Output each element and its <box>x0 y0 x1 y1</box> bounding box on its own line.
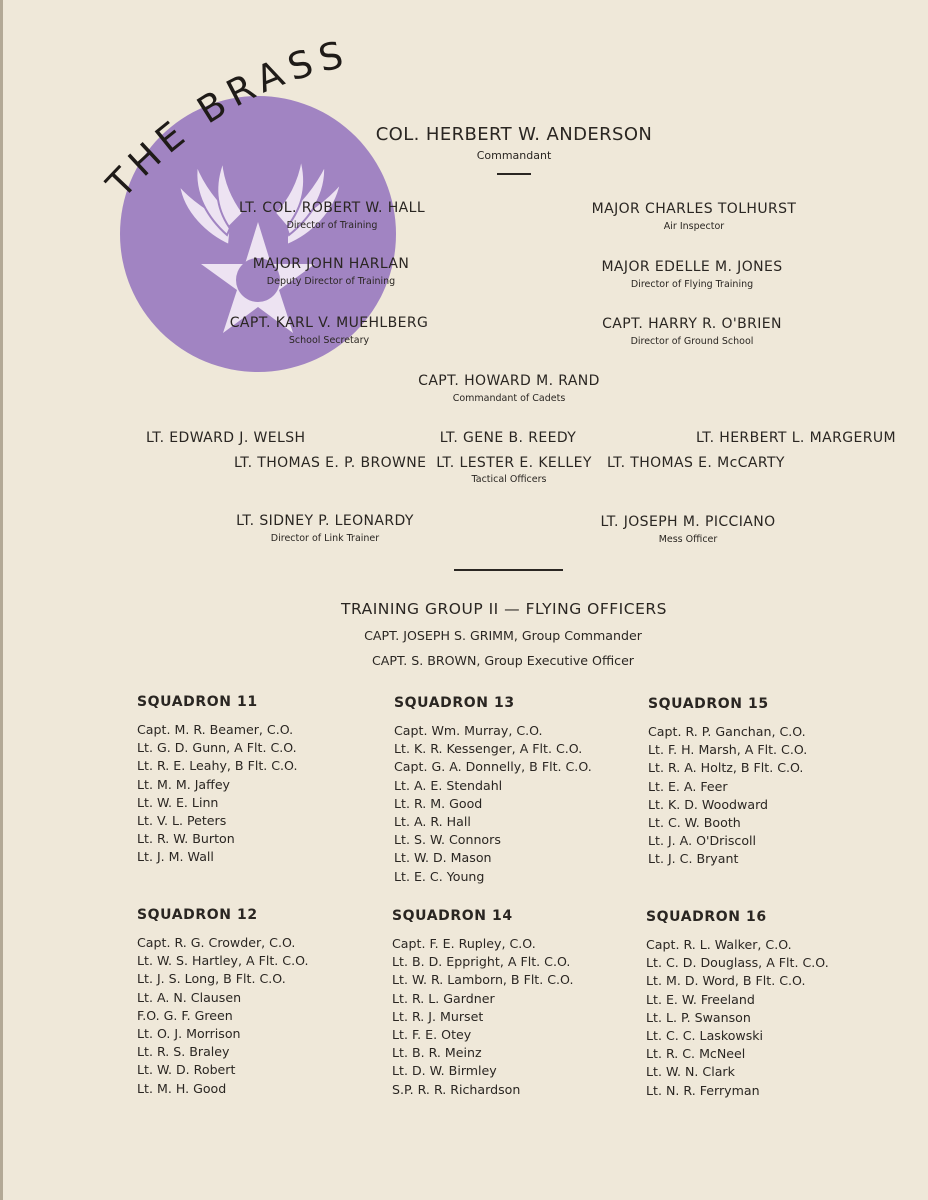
tactical-officers-title: Tactical Officers <box>471 474 547 485</box>
squadron-member: Lt. W. E. Linn <box>137 794 219 810</box>
squadron-member: Lt. W. S. Hartley, A Flt. C.O. <box>137 953 309 969</box>
squadron-member: Lt. R. A. Holtz, B Flt. C.O. <box>648 760 804 776</box>
squadron-block <box>137 694 297 867</box>
squadron-member: Capt. G. A. Donnelly, B Flt. C.O. <box>394 759 592 775</box>
squadron-block <box>392 908 573 1099</box>
squadron-member: Lt. C. C. Laskowski <box>646 1028 764 1044</box>
squadron-member: Lt. R. E. Leahy, B Flt. C.O. <box>137 758 298 774</box>
squadron-member: Lt. W. R. Lamborn, B Flt. C.O. <box>392 972 574 988</box>
staff-name: MAJOR EDELLE M. JONES <box>601 259 783 275</box>
squadron-member: Lt. E. A. Feer <box>648 778 728 794</box>
squadron-member: Lt. M. H. Good <box>137 1080 227 1096</box>
squadron-member: Lt. R. W. Burton <box>137 831 235 847</box>
page-title: THE BRASS <box>98 31 354 206</box>
squadron-roster <box>648 723 807 869</box>
squadron-member: Lt. W. D. Mason <box>394 850 492 866</box>
staff-block <box>230 315 428 346</box>
commandant-name: COL. HERBERT W. ANDERSON <box>375 124 653 145</box>
squadron-member: Lt. E. C. Young <box>394 868 485 884</box>
squadron-member: Lt. J. A. O'Driscoll <box>648 833 757 849</box>
staff-block <box>602 316 782 347</box>
link-trainer-block <box>236 513 414 544</box>
staff-title: School Secretary <box>288 335 370 346</box>
group-commander: CAPT. JOSEPH S. GRIMM, Group Commander <box>364 628 642 643</box>
cadets-commandant-name: CAPT. HOWARD M. RAND <box>418 373 600 389</box>
squadron-member: Lt. R. S. Braley <box>137 1044 230 1060</box>
mess-officer-name: LT. JOSEPH M. PICCIANO <box>600 514 776 530</box>
squadron-member: Lt. J. M. Wall <box>137 849 214 865</box>
group-executive: CAPT. S. BROWN, Group Executive Officer <box>372 653 634 668</box>
tactical-officer-name: LT. GENE B. REEDY <box>439 430 577 446</box>
staff-name: CAPT. KARL V. MUEHLBERG <box>229 315 429 331</box>
staff-block <box>601 259 782 290</box>
squadron-member: Lt. B. D. Eppright, A Flt. C.O. <box>392 954 571 970</box>
cadets-commandant-title: Commandant of Cadets <box>452 393 566 404</box>
tactical-officer-name: LT. EDWARD J. WELSH <box>146 430 306 446</box>
squadron-member: Lt. V. L. Peters <box>137 813 227 829</box>
squadron-member: Lt. C. D. Douglass, A Flt. C.O. <box>646 955 829 971</box>
squadron-member: Lt. R. L. Gardner <box>392 990 495 1006</box>
staff-block <box>253 256 409 287</box>
squadron-member: Lt. B. R. Meinz <box>392 1045 482 1061</box>
squadron-title: SQUADRON 11 <box>137 694 258 710</box>
squadron-roster <box>394 722 592 886</box>
staff-title: Air Inspector <box>663 221 725 232</box>
squadron-member: Lt. L. P. Swanson <box>646 1009 751 1025</box>
tactical-officer-name: LT. HERBERT L. MARGERUM <box>696 430 896 446</box>
link-trainer-name: LT. SIDNEY P. LEONARDY <box>236 513 414 529</box>
squadron-member: Lt. J. C. Bryant <box>648 851 739 867</box>
squadron-member: Lt. J. S. Long, B Flt. C.O. <box>137 971 286 987</box>
staff-name: CAPT. HARRY R. O'BRIEN <box>602 316 782 332</box>
commandant-block <box>376 124 653 162</box>
staff-block <box>239 200 425 231</box>
squadron-member: Lt. F. H. Marsh, A Flt. C.O. <box>648 742 808 758</box>
staff-title: Director of Ground School <box>630 336 754 347</box>
staff-name: LT. COL. ROBERT W. HALL <box>238 200 426 216</box>
squadron-title: SQUADRON 13 <box>394 695 515 711</box>
squadron-member: Capt. Wm. Murray, C.O. <box>394 723 543 738</box>
link-trainer-title: Director of Link Trainer <box>270 533 380 544</box>
squadron-member: Capt. M. R. Beamer, C.O. <box>137 722 294 737</box>
staff-title: Deputy Director of Training <box>266 276 396 287</box>
divider <box>454 569 563 571</box>
squadron-member: Capt. R. P. Ganchan, C.O. <box>648 724 806 739</box>
squadron-member: Lt. F. E. Otey <box>392 1027 472 1043</box>
cadets-block <box>418 373 600 404</box>
squadron-member: Lt. G. D. Gunn, A Flt. C.O. <box>137 740 297 756</box>
squadron-roster <box>392 935 573 1099</box>
svg-text:THE BRASS <box>98 32 354 207</box>
squadron-member: Lt. O. J. Morrison <box>137 1026 241 1042</box>
squadron-block <box>646 909 829 1100</box>
staff-name: MAJOR CHARLES TOLHURST <box>591 201 797 217</box>
squadron-member: Lt. R. J. Murset <box>392 1008 484 1024</box>
squadron-member: Lt. N. R. Ferryman <box>646 1082 760 1098</box>
squadron-member: Lt. A. R. Hall <box>394 814 471 830</box>
squadron-block <box>394 695 592 886</box>
squadron-member: Capt. F. E. Rupley, C.O. <box>392 936 536 951</box>
squadron-member: Lt. W. D. Robert <box>137 1062 236 1078</box>
squadron-member: Lt. K. R. Kessenger, A Flt. C.O. <box>394 741 583 757</box>
squadron-member: Capt. R. L. Walker, C.O. <box>646 937 792 952</box>
squadron-member: Lt. C. W. Booth <box>648 815 741 831</box>
squadron-member: Lt. A. E. Stendahl <box>394 777 503 793</box>
squadron-block <box>648 696 807 869</box>
squadron-member: Lt. A. N. Clausen <box>137 989 242 1005</box>
squadron-roster <box>137 934 309 1098</box>
squadron-roster <box>646 936 829 1100</box>
squadron-member: Lt. K. D. Woodward <box>648 796 769 812</box>
squadron-member: Lt. W. N. Clark <box>646 1064 735 1080</box>
tactical-officer-name: LT. THOMAS E. P. BROWNE <box>234 455 427 471</box>
commandant-title: Commandant <box>476 149 552 162</box>
squadron-roster <box>137 721 297 867</box>
squadron-title: SQUADRON 14 <box>392 908 513 924</box>
tactical-officer-name: LT. THOMAS E. McCARTY <box>607 455 785 471</box>
squadron-title: SQUADRON 12 <box>137 907 258 923</box>
squadron-title: SQUADRON 15 <box>648 696 769 712</box>
group-title: TRAINING GROUP II — FLYING OFFICERS <box>341 600 667 618</box>
squadron-member: Lt. M. D. Word, B Flt. C.O. <box>646 973 806 989</box>
mess-block <box>600 514 775 545</box>
squadron-member: Lt. D. W. Birmley <box>392 1063 497 1079</box>
squadron-member: Lt. M. M. Jaffey <box>137 776 231 792</box>
staff-name: MAJOR JOHN HARLAN <box>252 256 410 272</box>
squadron-member: Lt. R. M. Good <box>394 795 483 811</box>
squadron-title: SQUADRON 16 <box>646 909 767 925</box>
squadron-member: S.P. R. R. Richardson <box>392 1081 521 1097</box>
squadron-member: Lt. S. W. Connors <box>394 832 501 848</box>
staff-title: Director of Flying Training <box>630 279 754 290</box>
divider <box>497 173 531 175</box>
squadron-block <box>137 907 309 1098</box>
mess-officer-title: Mess Officer <box>658 534 718 545</box>
tactical-officer-name: LT. LESTER E. KELLEY <box>436 455 592 471</box>
squadron-member: Lt. R. C. McNeel <box>646 1046 746 1062</box>
squadron-member: Capt. R. G. Crowder, C.O. <box>137 935 296 950</box>
staff-title: Director of Training <box>286 220 378 231</box>
squadron-member: Lt. E. W. Freeland <box>646 991 755 1007</box>
squadron-member: F.O. G. F. Green <box>137 1007 233 1023</box>
staff-block <box>592 201 797 232</box>
